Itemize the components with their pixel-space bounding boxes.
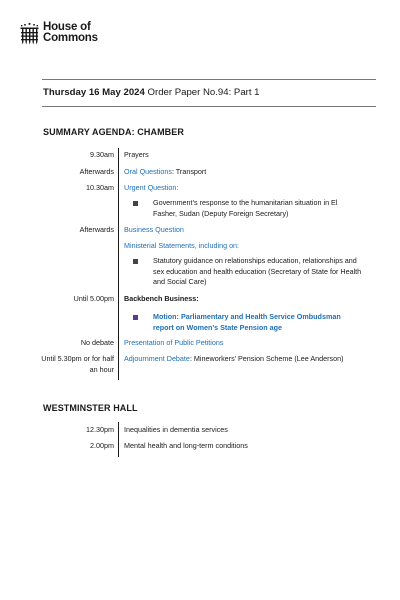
bullet-text: Statutory guidance on relationships education, relationships and sex education and health education (Secretary of State for Health and Social Care)	[153, 256, 362, 287]
row-text	[124, 167, 346, 178]
row-text: Backbench Business:	[124, 294, 199, 303]
bullet-text: Government’s response to the humanitarian situation in El Fasher, Sudan (Deputy Foreign Secretary)	[153, 198, 338, 218]
logo-text	[43, 22, 98, 44]
row-time: 12.30pm	[86, 425, 114, 434]
row-rest: : Transport	[171, 167, 207, 176]
row-text: Prayers	[124, 150, 149, 159]
bottom-rule	[42, 106, 376, 107]
row-time: No debate	[80, 338, 114, 347]
public-petitions-link[interactable]: Presentation of Public Petitions	[124, 338, 224, 347]
top-rule	[42, 79, 376, 80]
row-text: Inequalities in dementia services	[124, 425, 228, 434]
business-question-link[interactable]: Business Question	[124, 225, 184, 234]
chamber-agenda	[40, 148, 376, 382]
logo-line-1: House of	[43, 21, 91, 33]
row-time: Until 5.00pm	[73, 294, 114, 303]
order-paper-title	[43, 87, 260, 98]
house-of-commons-logo	[20, 22, 98, 45]
urgent-question-link[interactable]: Urgent Question:	[124, 183, 179, 192]
order-paper-number: Order Paper No.94: Part 1	[147, 87, 260, 98]
logo-line-2: Commons	[43, 32, 98, 44]
row-text	[124, 354, 346, 365]
square-bullet-icon	[133, 315, 138, 320]
row-time: Afterwards	[79, 167, 114, 176]
motion-link[interactable]: Motion: Parliamentary and Health Service Ombudsman report on Women’s State Pension age	[153, 312, 341, 332]
westminster-hall-heading: WESTMINSTER HALL	[43, 403, 138, 413]
row-time: 10.30am	[86, 183, 114, 192]
oral-questions-link[interactable]: Oral Questions	[124, 167, 172, 176]
chamber-heading: SUMMARY AGENDA: CHAMBER	[43, 127, 184, 137]
row-time: 9.30am	[90, 150, 114, 159]
row-rest: : Mineworkers’ Pension Scheme (Lee Anderson)	[189, 354, 344, 363]
ministerial-statements-link[interactable]: Ministerial Statements, including on:	[124, 241, 240, 250]
adjournment-debate-link[interactable]: Adjournment Debate	[124, 354, 190, 363]
row-time: Until 5.30pm or for half an hour	[41, 354, 114, 374]
agenda-divider	[118, 148, 119, 380]
order-paper-date: Thursday 16 May 2024	[43, 87, 145, 98]
row-time: 2.00pm	[90, 441, 114, 450]
square-bullet-icon	[133, 259, 138, 264]
square-bullet-icon	[133, 201, 138, 206]
agenda-divider	[118, 422, 119, 457]
row-text: Mental health and long-term conditions	[124, 441, 248, 450]
row-time: Afterwards	[79, 225, 114, 234]
portcullis-icon	[20, 23, 39, 45]
westminster-hall-agenda	[40, 422, 376, 458]
